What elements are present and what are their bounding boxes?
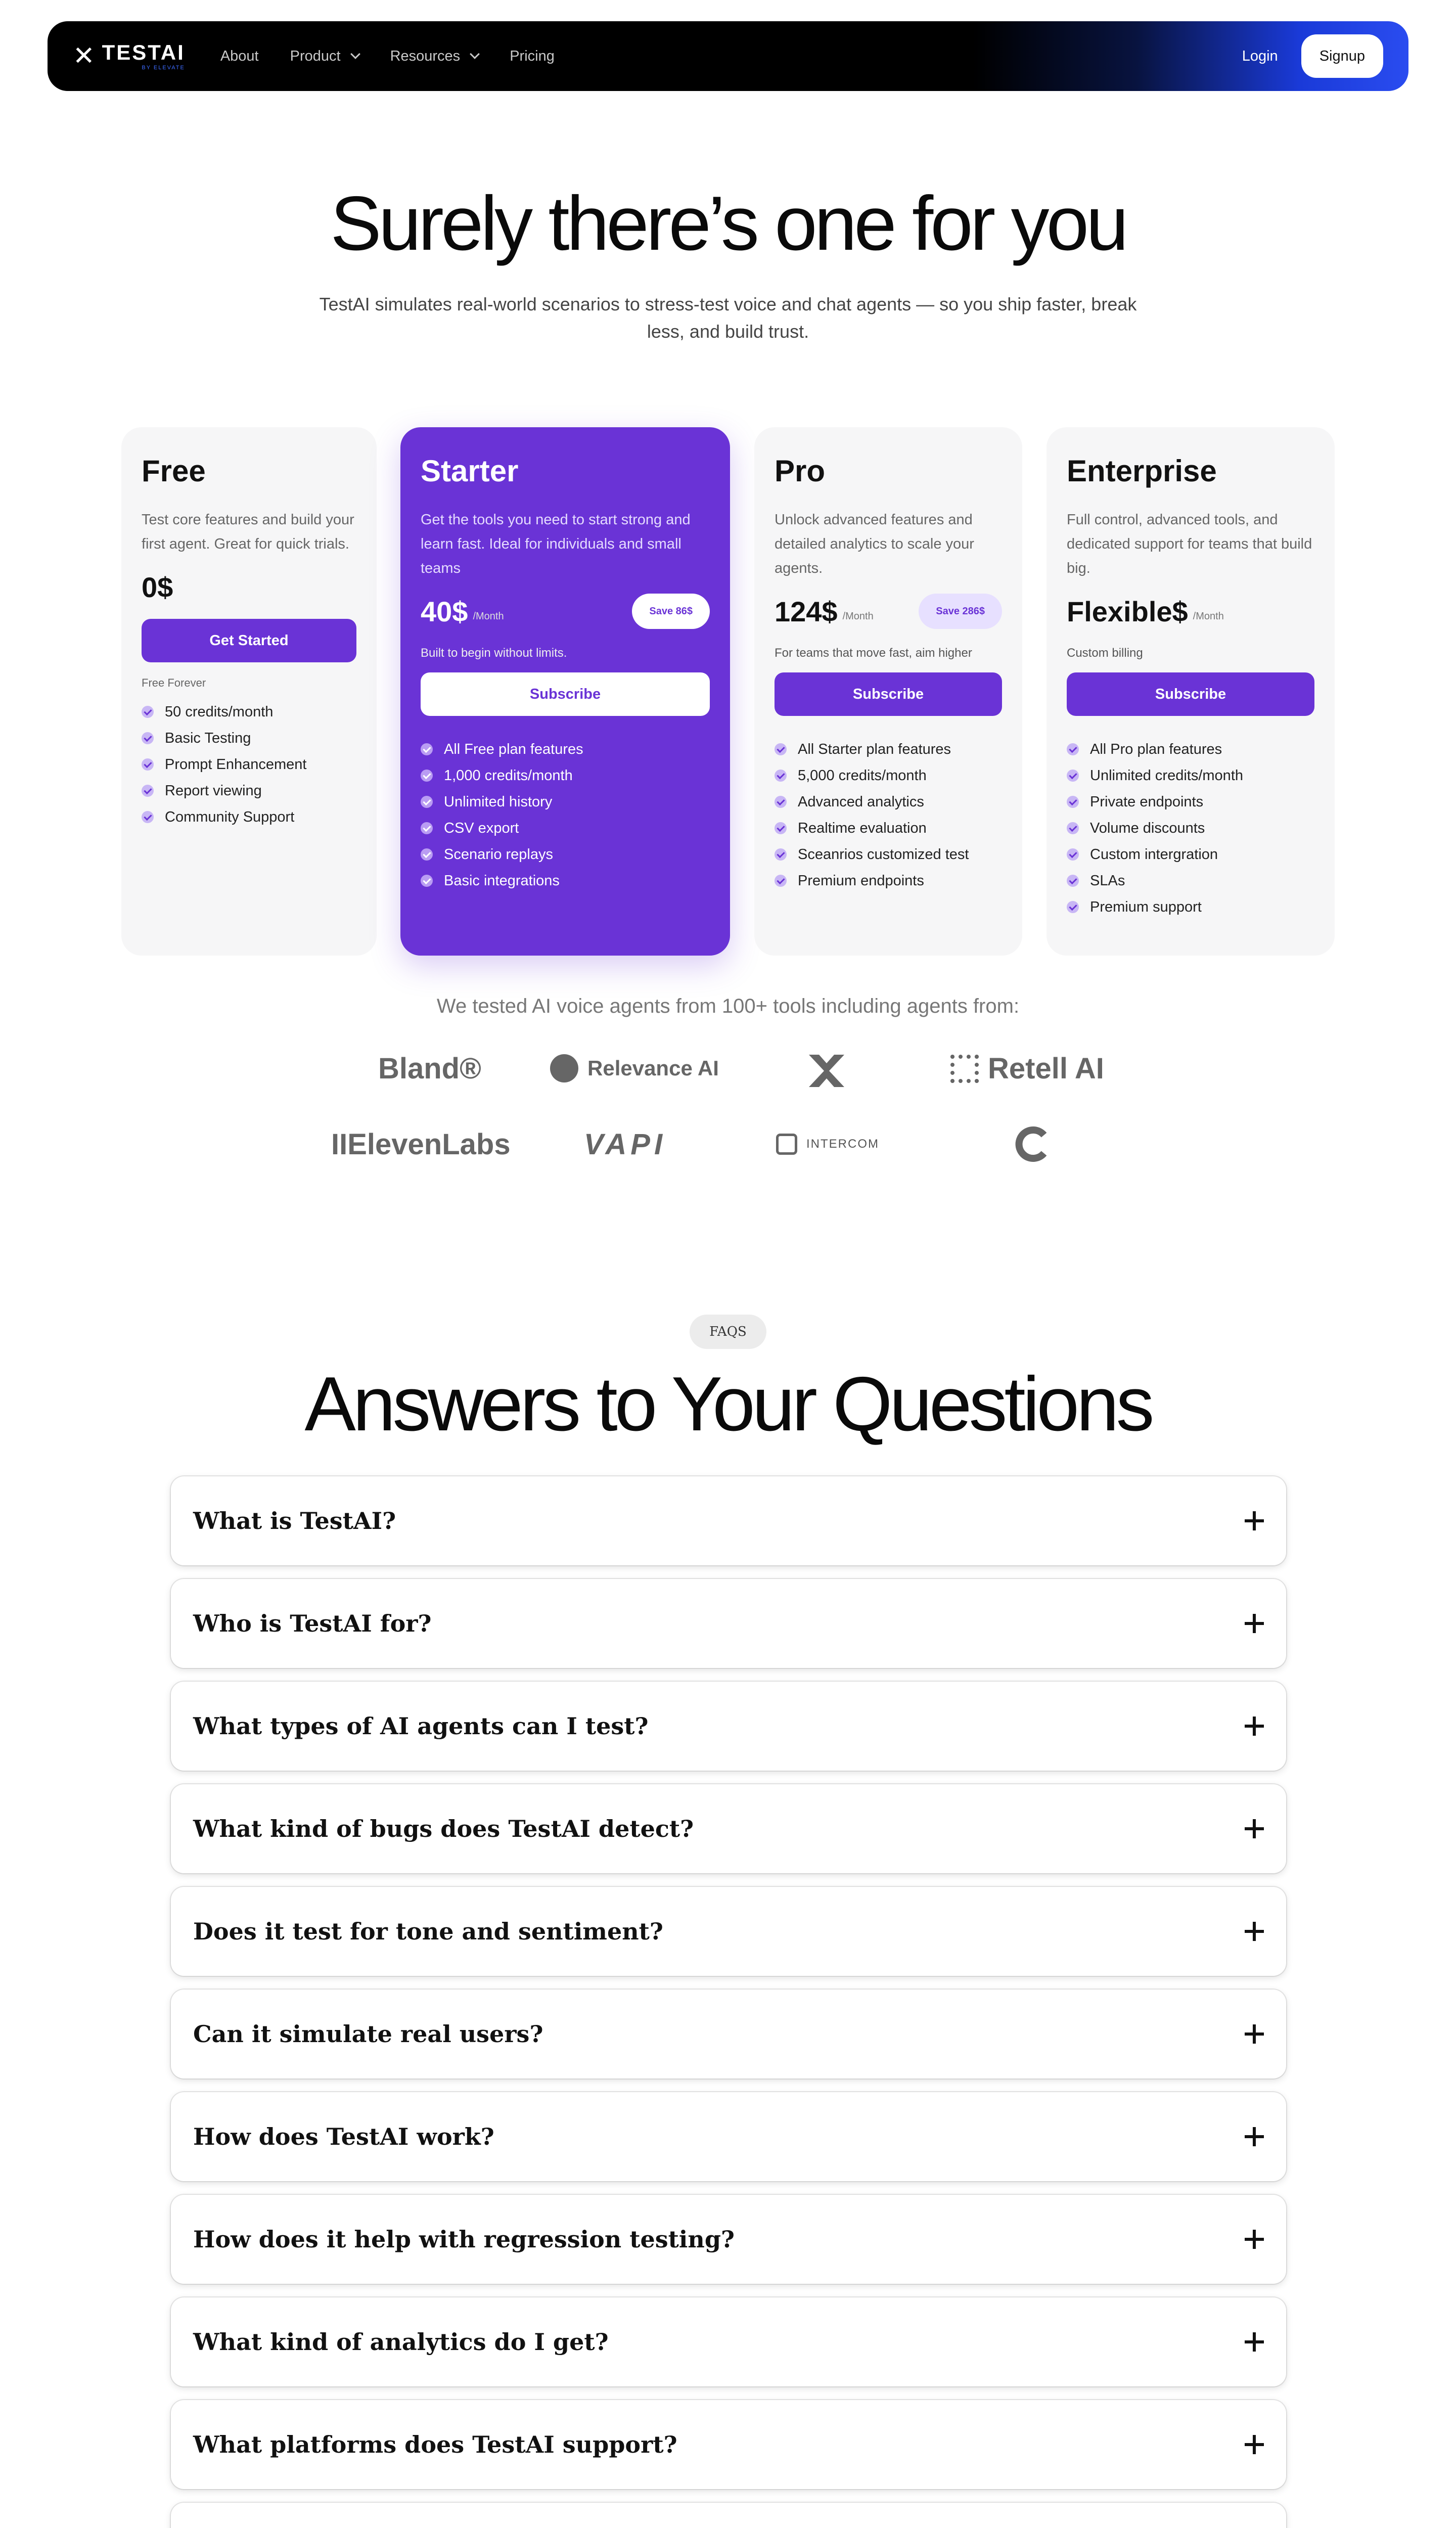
save-badge: Save 86$: [632, 594, 710, 629]
faq-question: Can it simulate real users?: [193, 2020, 543, 2048]
check-icon: [142, 706, 154, 718]
plan-period: /Month: [473, 610, 504, 622]
faq-item[interactable]: [171, 2503, 1286, 2528]
intercom-logo-icon: [776, 1134, 797, 1155]
plus-icon: [1245, 2230, 1264, 2249]
pricing-subtitle: TestAI simulates real-world scenarios to stress-test voice and chat agents — so you ship faster, break less, and build trust.: [319, 294, 1137, 342]
plan-note: Built to begin without limits.: [421, 646, 567, 660]
faq-question: How does TestAI work?: [193, 2123, 494, 2150]
plan-card-pro: [754, 427, 1022, 956]
plan-price: Flexible$: [1067, 595, 1188, 627]
logo-mark-icon: ✕: [73, 41, 95, 71]
plan-feature: Scenario replays: [421, 841, 710, 868]
check-icon: [775, 770, 787, 782]
plan-feature: Basic integrations: [421, 868, 710, 894]
plan-name: Starter: [421, 454, 519, 488]
check-icon: [421, 822, 433, 834]
plus-icon: [1245, 1717, 1264, 1736]
plan-feature: Advanced analytics: [775, 789, 1002, 815]
faq-question: What is TestAI?: [193, 1507, 396, 1534]
plan-feature: Private endpoints: [1067, 789, 1314, 815]
nav-product-label: Product: [290, 48, 341, 64]
check-icon: [1067, 848, 1079, 861]
plan-name: Pro: [775, 454, 826, 488]
faq-title: Answers to Your Questions: [304, 1361, 1152, 1447]
brand-retell: Retell AI: [950, 1052, 1104, 1086]
plan-feature: Basic Testing: [142, 725, 356, 751]
brand-vapi: VAPI: [584, 1128, 667, 1161]
check-icon: [775, 743, 787, 755]
subscribe-button[interactable]: Subscribe: [421, 672, 710, 716]
check-icon: [421, 743, 433, 755]
check-icon: [1067, 743, 1079, 755]
nav-pricing[interactable]: Pricing: [510, 48, 555, 64]
check-icon: [142, 732, 154, 744]
check-icon: [775, 875, 787, 887]
plan-feature: CSV export: [421, 815, 710, 841]
check-icon: [1067, 822, 1079, 834]
plan-feature: 50 credits/month: [142, 699, 356, 725]
plan-feature: Unlimited credits/month: [1067, 762, 1314, 789]
relevance-logo-icon: [550, 1054, 578, 1082]
plan-note: Free Forever: [142, 676, 206, 689]
faq-question: What types of AI agents can I test?: [193, 1712, 649, 1740]
brand-x-logo: [804, 1051, 849, 1091]
plan-feature: Community Support: [142, 804, 356, 830]
faq-item[interactable]: [171, 2092, 1286, 2181]
check-icon: [421, 796, 433, 808]
plan-note: For teams that move fast, aim higher: [775, 646, 972, 660]
faq-question: How does it help with regression testing?: [193, 2226, 735, 2253]
faq-item[interactable]: [171, 1990, 1286, 2079]
plan-card-free: [121, 427, 377, 956]
subscribe-button[interactable]: Subscribe: [1067, 672, 1314, 716]
chevron-down-icon: [350, 49, 360, 59]
plus-icon: [1245, 1819, 1264, 1838]
signup-button[interactable]: Signup: [1301, 34, 1383, 78]
plan-card-starter: [400, 427, 730, 956]
c-logo-icon: [1014, 1125, 1052, 1163]
plan-feature: Sceanrios customized test: [775, 841, 1002, 868]
logo[interactable]: [73, 42, 185, 71]
brand-intercom: INTERCOM: [776, 1134, 879, 1155]
brand-c-logo: [1014, 1125, 1052, 1163]
faq-question: What kind of analytics do I get?: [193, 2328, 609, 2356]
plan-desc: Test core features and build your first agent. Great for quick trials.: [142, 512, 354, 552]
faq-item[interactable]: [171, 1579, 1286, 1668]
logo-sub: BY ELEVATE: [142, 64, 185, 71]
plus-icon: [1245, 2332, 1264, 2352]
plan-price: 124$: [775, 595, 838, 627]
plan-feature: All Starter plan features: [775, 736, 1002, 762]
plan-price: 0$: [142, 571, 173, 603]
faq-question: Does it test for tone and sentiment?: [193, 1918, 663, 1945]
plus-icon: [1245, 1614, 1264, 1633]
plus-icon: [1245, 2435, 1264, 2454]
check-icon: [775, 848, 787, 861]
brand-elevenlabs: IIElevenLabs: [331, 1128, 511, 1161]
plan-note: Custom billing: [1067, 646, 1143, 660]
check-icon: [1067, 796, 1079, 808]
nav-about[interactable]: About: [220, 48, 259, 64]
plan-price: 40$: [421, 595, 468, 627]
check-icon: [1067, 901, 1079, 913]
login-link[interactable]: Login: [1242, 48, 1278, 64]
nav-resources[interactable]: [390, 48, 479, 65]
brand-bland: Bland®: [378, 1052, 481, 1085]
check-icon: [1067, 875, 1079, 887]
plus-icon: [1245, 1511, 1264, 1530]
tested-tools-text: We tested AI voice agents from 100+ tools including agents from:: [436, 995, 1020, 1017]
plan-name: Free: [142, 454, 206, 488]
pricing-title: Surely there’s one for you: [330, 180, 1126, 266]
check-icon: [775, 796, 787, 808]
plan-feature: Premium endpoints: [775, 868, 1002, 894]
plan-desc: Get the tools you need to start strong and learn fast. Ideal for individuals and small teams: [421, 512, 691, 576]
faq-item[interactable]: [171, 2400, 1286, 2489]
plus-icon: [1245, 2127, 1264, 2146]
plan-feature: 1,000 credits/month: [421, 762, 710, 789]
subscribe-button[interactable]: Subscribe: [775, 672, 1002, 716]
plan-feature: Premium support: [1067, 894, 1314, 920]
faq-item[interactable]: [171, 2195, 1286, 2284]
top-nav: [48, 21, 1408, 91]
plan-name: Enterprise: [1067, 454, 1217, 488]
plan-feature: All Free plan features: [421, 736, 710, 762]
faq-item[interactable]: [171, 1682, 1286, 1771]
plus-icon: [1245, 2024, 1264, 2044]
check-icon: [421, 770, 433, 782]
faq-item[interactable]: [171, 1887, 1286, 1976]
plan-period: /Month: [842, 610, 874, 622]
x-logo-icon: [804, 1051, 849, 1091]
plan-card-enterprise: [1046, 427, 1335, 956]
plan-feature: 5,000 credits/month: [775, 762, 1002, 789]
check-icon: [775, 822, 787, 834]
plan-desc: Full control, advanced tools, and dedicated support for teams that build big.: [1067, 512, 1312, 576]
plan-feature: Volume discounts: [1067, 815, 1314, 841]
save-badge: Save 286$: [919, 594, 1002, 629]
plan-period: /Month: [1193, 610, 1224, 622]
plan-desc: Unlock advanced features and detailed analytics to scale your agents.: [775, 512, 974, 576]
faq-item[interactable]: [171, 1784, 1286, 1873]
check-icon: [1067, 770, 1079, 782]
plan-feature: Report viewing: [142, 778, 356, 804]
check-icon: [142, 785, 154, 797]
plan-feature: All Pro plan features: [1067, 736, 1314, 762]
brand-relevance: Relevance AI: [550, 1054, 719, 1082]
faq-question: Who is TestAI for?: [193, 1610, 432, 1637]
check-icon: [421, 848, 433, 861]
faq-pill: FAQS: [690, 1315, 766, 1349]
nav-resources-label: Resources: [390, 48, 461, 64]
faq-question: What platforms does TestAI support?: [193, 2431, 677, 2458]
plus-icon: [1245, 1922, 1264, 1941]
faq-item[interactable]: [171, 2297, 1286, 2386]
chevron-down-icon: [470, 49, 480, 59]
plan-feature: Custom intergration: [1067, 841, 1314, 868]
plan-feature: Unlimited history: [421, 789, 710, 815]
faq-question: What kind of bugs does TestAI detect?: [193, 1815, 694, 1842]
plan-feature: Prompt Enhancement: [142, 751, 356, 778]
retell-logo-icon: [950, 1055, 979, 1083]
check-icon: [142, 811, 154, 823]
logo-text: TESTAI: [102, 40, 185, 64]
check-icon: [142, 758, 154, 771]
plan-feature: SLAs: [1067, 868, 1314, 894]
get-started-button[interactable]: Get Started: [142, 619, 356, 662]
nav-product[interactable]: [290, 48, 359, 65]
faq-item[interactable]: [171, 1476, 1286, 1565]
check-icon: [421, 875, 433, 887]
plan-feature: Realtime evaluation: [775, 815, 1002, 841]
